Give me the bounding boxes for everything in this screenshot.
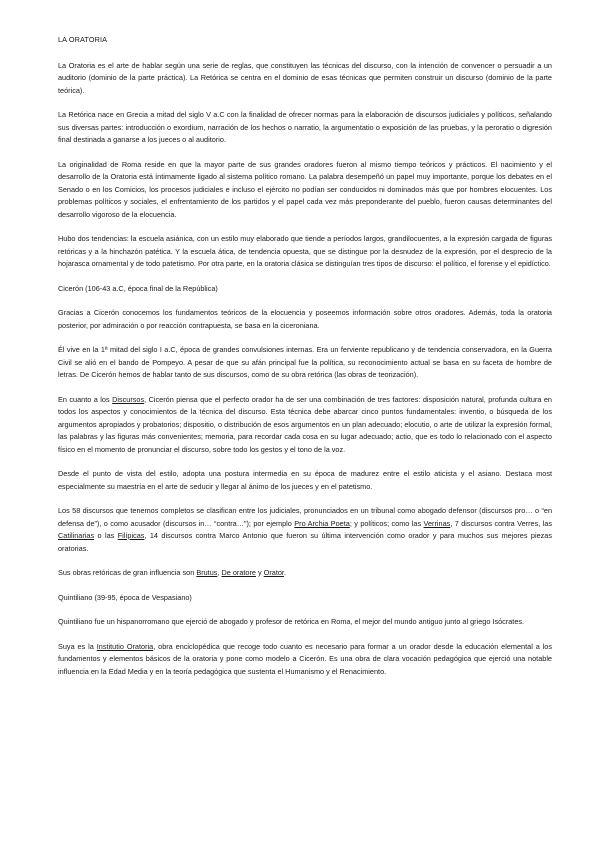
text-span: o las	[94, 531, 118, 540]
paragraph: Gracias a Cicerón conocemos los fundamentos teóricos de la elocuencia y poseemos información sobre otros oradores. Además, toda la oratoria posterior, por admiración o por reacción contrapuesta, se basa en la ciceroniana.	[58, 308, 552, 330]
paragraph-obras-retoricas	[58, 567, 552, 580]
paragraph-institutio	[58, 641, 552, 679]
text-span: .	[283, 568, 286, 577]
text-span: Suya es la	[58, 641, 97, 651]
document-page	[58, 34, 552, 690]
section-heading-quintiliano: Quintiliano (39-95, época de Vespasiano)	[58, 592, 192, 602]
text-span: Los 58 discursos que tenemos completos se clasifican entre los judiciales, pronunciados en un tribunal como abogado defensor (discursos pro… o “en defensa de”), o como acusador (discursos in… “contra…”); por ejemplo	[58, 506, 552, 528]
title-brutus: Brutus	[196, 568, 218, 577]
paragraph: La originalidad de Roma reside en que la mayor parte de sus grandes oradores fueron al mismo tiempo teóricos y prácticos. El nacimiento y el desarrollo de la Oratoria está íntimamente ligado al sistema político romano. La palabra desempeñó un papel muy importante, porque los debates en el Senado o en los Comicios, los procesos judiciales e incluso el ejército no podían ser conducidos ni dominados más que por hombres elocuentes. Los problemas políticos y sociales, el enfrentamiento de los partidos y el papel cada vez más preponderante del pueblo, fueron causas determinantes del desarrollo vigoroso de la elocuencia.	[58, 159, 552, 219]
link-discursos: Discursos	[112, 394, 145, 404]
text-span: , 14 discursos contra Marco Antonio que fueron su última intervención como orador y para muchos sus mejores piezas oratorias.	[58, 531, 553, 553]
paragraph: La Oratoria es el arte de hablar según una serie de reglas, que constituyen las técnicas del discurso, con la intención de convencer o persuadir a un auditorio (dominio de la parte práctica). La Retórica se centra en el dominio de esas técnicas que permiten construir un discurso (dominio de la parte teórica).	[58, 60, 552, 95]
text-span: , Cicerón piensa que el perfecto orador ha de ser una combinación de tres factores: disposición natural, profunda cultura en todos los aspectos y conocimientos de la técnica del discurso. Esta técnica debe abarcar cinco puntos fundamentales: inventio, o búsqueda de los argumentos apropiados y probatorios; dispositio, o distribución de esos argumentos en un plan adecuado; elocutio, o arte de utilizar la expresión formal, las palabras y las figuras más convenientes; memoria, para recordar cada cosa en su lugar adecuado; actio, que es todo lo relacionado con el aspecto físico en el momento de pronunciar el discurso, sobre todo los gestos y el tono de la voz.	[58, 394, 552, 454]
title-orator: Orator	[263, 568, 284, 577]
paragraph-58-discursos	[58, 505, 552, 555]
section-heading-cicero: Cicerón (106-43 a.C, época final de la República)	[58, 283, 218, 293]
paragraph: La Retórica nace en Grecia a mitad del siglo V a.C con la finalidad de ofrecer normas para la elaboración de discursos judiciales y políticos, señalando sus diversas partes: introducción o exordium, narración de los hechos o narratio, la argumentatio o exposición de las pruebas, y la peroratio o digresión final destinada a ganarse a los jueces o al auditorio.	[58, 110, 552, 144]
paragraph: Hubo dos tendencias: la escuela asiánica, con un estilo muy elaborado que tiende a períodos largos, grandilocuentes, a la expresión cargada de figuras retóricas y a la hinchazón patética. Y la escuela ática, de tendencia opuesta, que se distingue por la desnudez de la expresión, por el desprecio de la hojarasca ornamental y de todo patetismo. Por otra parte, en la oratoria clásica se distinguían tres tipos de discurso: el político, el forense y el epidíctico.	[58, 234, 552, 268]
text-span: , 7 discursos contra Verres, las	[450, 518, 553, 528]
paragraph: Él vive en la 1ª mitad del siglo I a.C, época de grandes convulsiones internas. Era un ferviente republicano y de tendencia conservadora, en la Guerra Civil se alió en el bando de Pompeyo. A pesar de que su afán principal fue la política, su reconocimiento actual se basa en su faceta de hombre de letras. De Cicerón hemos de hablar tanto de sus discursos, como de su obra retórica (las obras de teorización).	[58, 345, 552, 379]
text-span: , obra enciclopédica que recoge todo cuanto es necesario para formar a un orador desde la educación elemental a los fundamentos y elementos básicos de la oratoria y pone como modelo a Cicerón. Es una obra de clara vocación pedagógica que ejerció una notable influencia en la Edad Media y en la teoría pedagógica que sustenta el Humanismo y el Renacimiento.	[58, 641, 553, 676]
text-span: En cuanto a los	[58, 394, 113, 404]
paragraph-discursos	[58, 394, 552, 457]
title-pro-archia-poeta: Pro Archia Poeta	[294, 518, 350, 528]
title-filipicas: Filípicas	[117, 531, 145, 540]
paragraph: Desde el punto de vista del estilo, adopta una postura intermedia en su época de madurez entre el estilo aticista y el asiano. Destaca most especialmente su maestría en el arte de seducir y llegar al ánimo de los jueces y en el patetismo.	[58, 469, 552, 491]
text-span: ; y políticos; como las	[349, 518, 424, 528]
text-span: y	[255, 568, 264, 577]
document-title: LA ORATORIA	[58, 35, 108, 44]
paragraph: Quintiliano fue un hispanorromano que ejerció de abogado y profesor de retórica en Roma, el mejor del mundo antiguo junto al griego Isócrates.	[58, 617, 525, 626]
title-institutio-oratoria: Institutio Oratoria	[96, 641, 154, 651]
text-span: Sus obras retóricas de gran influencia son	[58, 568, 197, 577]
title-verrinas: Verrinas	[423, 518, 451, 528]
text-span: ,	[217, 568, 222, 577]
title-de-oratore: De oratore	[221, 568, 256, 577]
title-catilinarias: Catilinarias	[58, 531, 95, 540]
